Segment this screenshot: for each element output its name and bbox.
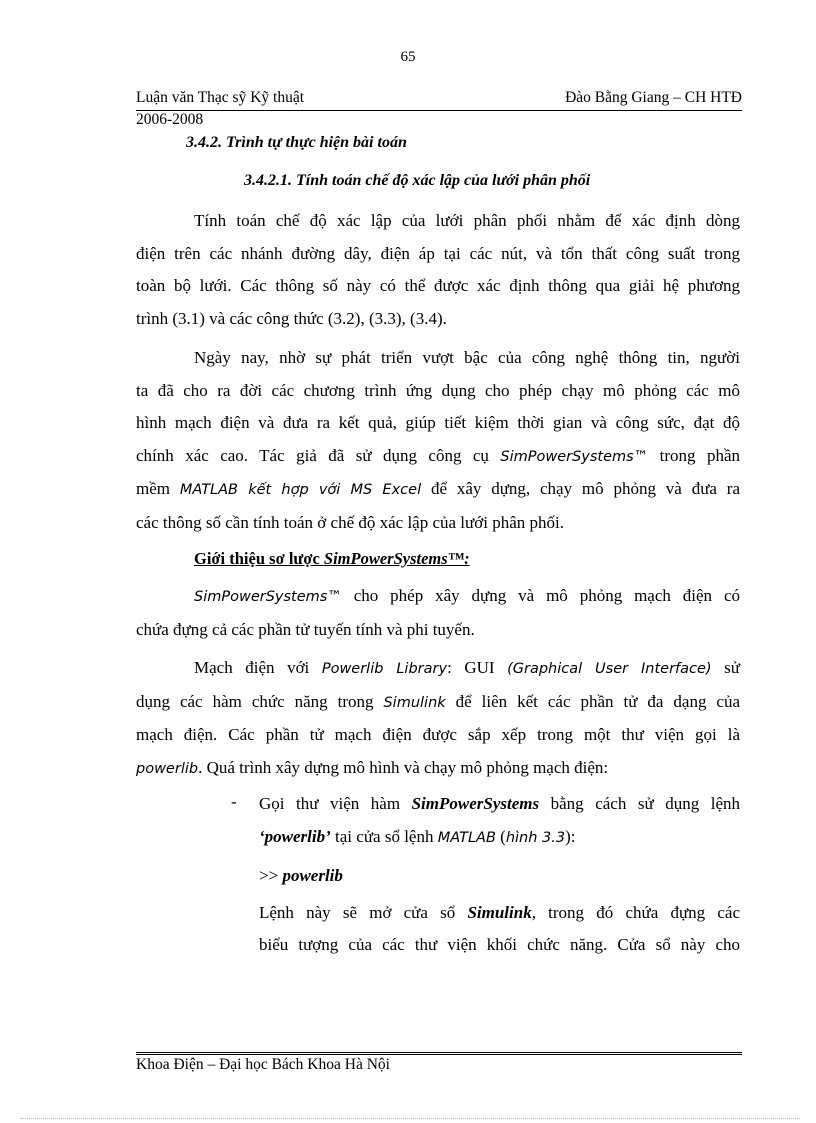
text-line: toàn bộ lưới. Các thông số này có thể được xác định thông qua giải hệ phương (136, 276, 740, 295)
software-name: SimPowerSystems (411, 794, 540, 813)
text-line: hình mạch điện và đưa ra kết quả, giúp tiết kiệm thời gian và công sức, đạt độ (136, 413, 740, 432)
paragraph-4 (136, 652, 740, 785)
text-line (259, 821, 740, 855)
text-run: tại cửa sổ lệnh (330, 826, 438, 846)
command-line (259, 860, 740, 893)
footer-text: Khoa Điện – Đại học Bách Khoa Hà Nội (136, 1056, 390, 1073)
command-name: powerlib (282, 866, 343, 885)
text-line: điện trên các nhánh đường dây, điện áp tại các nút, và tổn thất công suất trong (136, 243, 740, 263)
text-line (259, 897, 740, 930)
text-run: cho phép xây dựng và mô phỏng mạch điện có (341, 586, 740, 605)
text-run: trong phần (648, 445, 740, 465)
text-run: Giới thiệu sơ lược (194, 549, 324, 568)
text-run: ): (565, 826, 576, 846)
footer-rule (136, 1052, 742, 1055)
software-name: MATLAB (437, 829, 496, 846)
text-run: Lệnh này sẽ mở cửa sổ (259, 902, 468, 922)
software-name: MATLAB kết hợp với MS Excel (179, 482, 422, 498)
text-run: dụng các hàm chức năng trong (136, 691, 384, 711)
text-line: biểu tượng của các thư viện khối chức năng. Cửa sổ này cho (259, 935, 740, 954)
subsection-heading: 3.4.2.1. Tính toán chế độ xác lập của lưới phân phối (244, 172, 591, 189)
text-run: mềm (136, 479, 180, 498)
text-line: ta đã cho ra đời các chương trình ứng dụng cho phép chạy mô phỏng các mô (136, 380, 740, 400)
text-run: bằng cách sử dụng lệnh (539, 794, 740, 813)
section-heading: 3.4.2. Trình tự thực hiện bài toán (186, 134, 407, 151)
command-name: ‘powerlib’ (259, 826, 331, 846)
software-name: Simulink (383, 694, 446, 711)
software-name: SimPowerSystems™ (500, 448, 649, 465)
text-run: , trong đó chứa đựng các (531, 902, 740, 922)
text-run: (Graphical User Interface) (507, 661, 712, 677)
software-name: Powerlib Library (321, 661, 448, 677)
text-line (136, 652, 740, 686)
text-run: để liên kết các phần tử đa dạng của (445, 691, 741, 711)
software-name: Simulink (467, 902, 532, 922)
text-run: : GUI (447, 658, 508, 677)
header-right: Đào Bằng Giang – CH HTĐ (565, 89, 742, 106)
header-left: Luận văn Thạc sỹ Kỹ thuật (136, 89, 305, 106)
text-line (136, 473, 740, 507)
bullet-mark: - (231, 792, 237, 811)
text-line: Tính toán chế độ xác lập của lưới phân phối nhằm để xác định dòng (194, 211, 740, 230)
text-line (136, 440, 740, 474)
paragraph-2 (136, 342, 740, 539)
page-number: 65 (400, 49, 416, 65)
text-line: chứa đựng cả các phần tử tuyến tính và phi tuyến. (136, 619, 475, 639)
text-line (259, 788, 740, 821)
text-line: Ngày nay, nhờ sự phát triển vượt bậc của công nghệ thông tin, người (194, 348, 740, 367)
software-name: powerlib (136, 760, 199, 777)
text-run: sử (711, 658, 740, 677)
text-line (136, 580, 740, 614)
command-prompt: >> (259, 866, 283, 885)
text-line (136, 686, 740, 720)
text-line: các thông số cần tính toán ở chế độ xác lập của lưới phân phối. (136, 512, 564, 532)
text-line: trình (3.1) và các công thức (3.2), (3.3), (3.4). (136, 308, 447, 328)
paragraph-1 (136, 205, 740, 335)
text-line (136, 752, 740, 786)
text-run: . Quá trình xây dựng mô hình và chạy mô phỏng mạch điện: (198, 757, 609, 777)
text-run: ( (495, 826, 506, 846)
header-year: 2006-2008 (136, 111, 204, 128)
software-name: SimPowerSystems™ (194, 589, 342, 605)
paragraph-3 (136, 580, 740, 646)
text-line: mạch điện. Các phần tử mạch điện được sắp xếp trong một thư viện gọi là (136, 725, 740, 744)
page-edge-dots (20, 1118, 800, 1119)
software-name: SimPowerSystems™: (323, 549, 470, 568)
text-run: để xây dựng, chạy mô phỏng và đưa ra (421, 479, 740, 498)
text-run: chính xác cao. Tác giả đã sử dụng công cụ (136, 445, 501, 465)
bullet-item (259, 788, 740, 962)
figure-reference: hình 3.3 (505, 829, 566, 846)
text-run: Gọi thư viện hàm (259, 794, 412, 813)
header-rule (136, 110, 742, 111)
text-run: Mạch điện với (194, 658, 322, 677)
intro-heading (194, 549, 470, 569)
